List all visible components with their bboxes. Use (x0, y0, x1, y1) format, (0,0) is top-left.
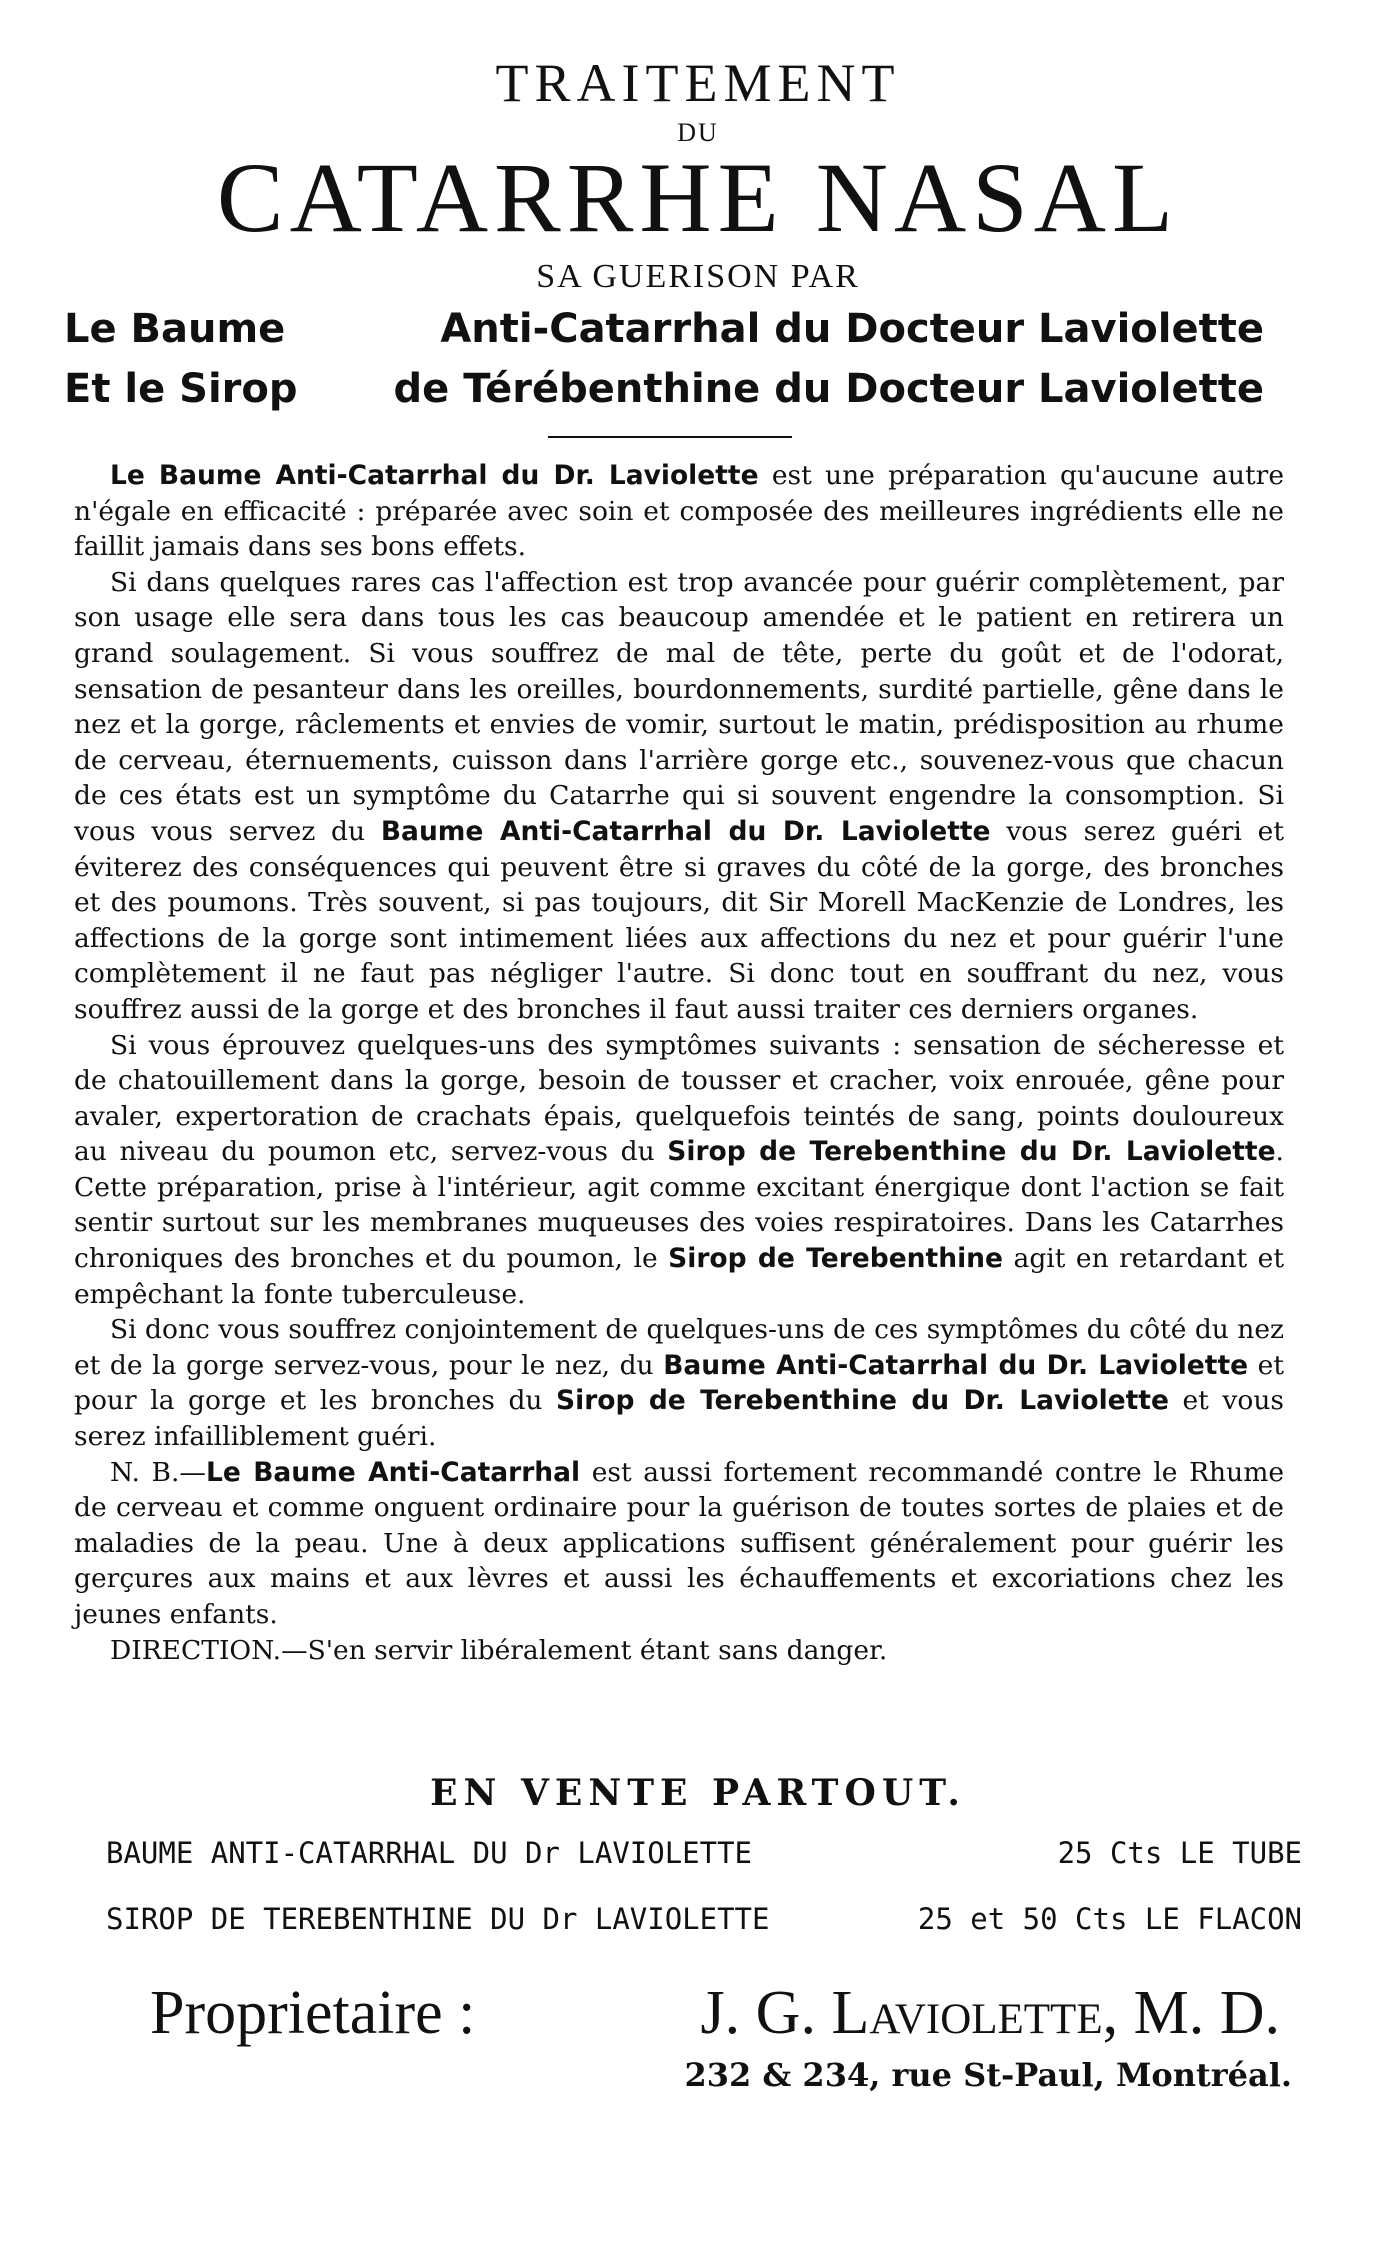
nb-prefix: N. B.— (110, 1456, 206, 1488)
product-name: Le Baume Anti-Catarrhal du Dr. Laviolette (110, 460, 759, 491)
paragraph-text: agit en retardant et empêchant la fonte tuberculeuse. (74, 1243, 1284, 1310)
product-name: Baume Anti-Catarrhal du Dr. Laviolette (380, 815, 991, 847)
proprietor-label: Proprietaire : (150, 1979, 476, 2047)
paragraph-text: et pour la gorge et les bronches du (74, 1349, 1285, 1417)
price-row-sirop (106, 1902, 1302, 1936)
price-label: 25 et 50 Cts LE FLACON (917, 1902, 1302, 1936)
remedy-line-baume-left: Le Baume (64, 306, 286, 352)
body-text (74, 458, 1284, 1668)
paragraph-1 (74, 458, 1284, 565)
remedy-line-sirop-right: de Térébenthine du Docteur Laviolette (393, 366, 1264, 412)
product-name: Sirop de Terebenthine du Dr. Laviolette (556, 1385, 1169, 1417)
product-name: Sirop de Terebenthine du Dr. Laviolette (667, 1136, 1276, 1168)
direction-line: DIRECTION.—S'en servir libéralement étant sans danger. (110, 1634, 888, 1666)
price-row-baume (106, 1836, 1302, 1870)
proprietor-name: J. G. Laviolette, M. D. (700, 1979, 1280, 2047)
paragraph-text: est aussi fortement recommandé contre le Rhume de cerveau et comme onguent ordinaire pour la guérison de toutes sortes de plaies et de maladies de la peau. Une à deux applications suffisent généralement pour guérir les gerçures aux mains et aux lèvres et aussi les échauffements et excoriations chez les jeunes enfants. (74, 1456, 1285, 1630)
paragraph-4 (74, 1312, 1284, 1454)
en-vente-heading: EN VENTE PARTOUT. (430, 1772, 966, 1814)
proprietor-line (150, 1978, 1280, 2049)
product-label: SIROP DE TEREBENTHINE DU Dr LAVIOLETTE (106, 1902, 770, 1936)
product-name: Sirop de Terebenthine (668, 1243, 1003, 1275)
title-catarrhe-nasal: CATARRHE NASAL (216, 142, 1180, 253)
title-du: DU (677, 118, 719, 147)
paragraph-text: Si donc vous souffrez conjointement de quelques-uns de ces symptômes du côté du nez et de la gorge servez-vous, pour le nez, du (74, 1314, 1284, 1381)
paragraph-2 (74, 565, 1284, 1028)
paragraph-text: Si dans quelques rares cas l'affection est trop avancée pour guérir complètement, par son usage elle sera dans tous les cas beaucoup amendée et le patient en retirera un grand soulagement. Si vous souffrez de mal de tête, perte du goût et de l'odorat, sensation de pesanteur dans les oreilles, bourdonnements, surdité partielle, gêne dans le nez et la gorge, râclements et envies de vomir, surtout le matin, prédisposition au rhume de cerveau, éternuements, cuisson dans l'arrière gorge etc., souvenez-vous que chacun de ces états est un symptôme du Catarrhe qui si souvent engendre la consomption. Si vous vous servez du (74, 566, 1284, 847)
remedy-line-baume-right: Anti-Catarrhal du Docteur Laviolette (440, 306, 1264, 352)
divider-rule (548, 436, 792, 438)
subtitle-guerison: SA GUERISON PAR (536, 258, 860, 295)
product-name: Le Baume Anti-Catarrhal (205, 1456, 581, 1488)
remedy-line-baume (64, 306, 1264, 352)
paragraph-text: vous serez guéri et éviterez des conséquences qui peuvent être si graves du côté de la gorge, des bronches et des poumons. Très souvent, si pas toujours, dit Sir Morell MacKenzie de Londres, les affections de la gorge sont intimement liées aux affections du nez et pour guérir l'une complètement il ne faut pas négliger l'autre. Si donc tout en souffrant du nez, vous souffrez aussi de la gorge et des bronches il faut aussi traiter ces derniers organes. (74, 815, 1284, 1025)
product-name: Baume Anti-Catarrhal du Dr. Laviolette (663, 1349, 1249, 1381)
paragraph-5-nb (74, 1455, 1284, 1633)
paragraph-text: . Cette préparation, prise à l'intérieur, agit comme excitant énergique dont l'action se fait sentir surtout sur les membranes muqueuses des voies respiratoires. Dans les Catarrhes chroniques des bronches et du poumon, le (74, 1136, 1284, 1275)
title-traitement: TRAITEMENT (495, 53, 901, 113)
remedy-line-sirop (64, 366, 1264, 412)
paragraph-text: est une préparation qu'aucune autre n'égale en efficacité : préparée avec soin et composée des meilleures ingrédients elle ne faillit jamais dans ses bons effets. (74, 460, 1284, 563)
remedy-line-sirop-left: Et le Sirop (64, 366, 298, 412)
product-label: BAUME ANTI-CATARRHAL DU Dr LAVIOLETTE (106, 1836, 753, 1870)
paragraph-text: et vous serez infailliblement guéri. (74, 1385, 1284, 1453)
price-label: 25 Cts LE TUBE (1057, 1836, 1302, 1870)
address-line: 232 & 234, rue St-Paul, Montréal. (684, 2056, 1292, 2094)
paragraph-text: Si vous éprouvez quelques-uns des symptômes suivants : sensation de sécheresse et de chatouillement dans la gorge, besoin de tousser et cracher, voix enrouée, gêne pour avaler, expertoration de crachats épais, quelquefois teintés de sang, points douloureux au niveau du poumon etc, servez-vous du (74, 1029, 1284, 1168)
paragraph-3 (74, 1028, 1284, 1313)
